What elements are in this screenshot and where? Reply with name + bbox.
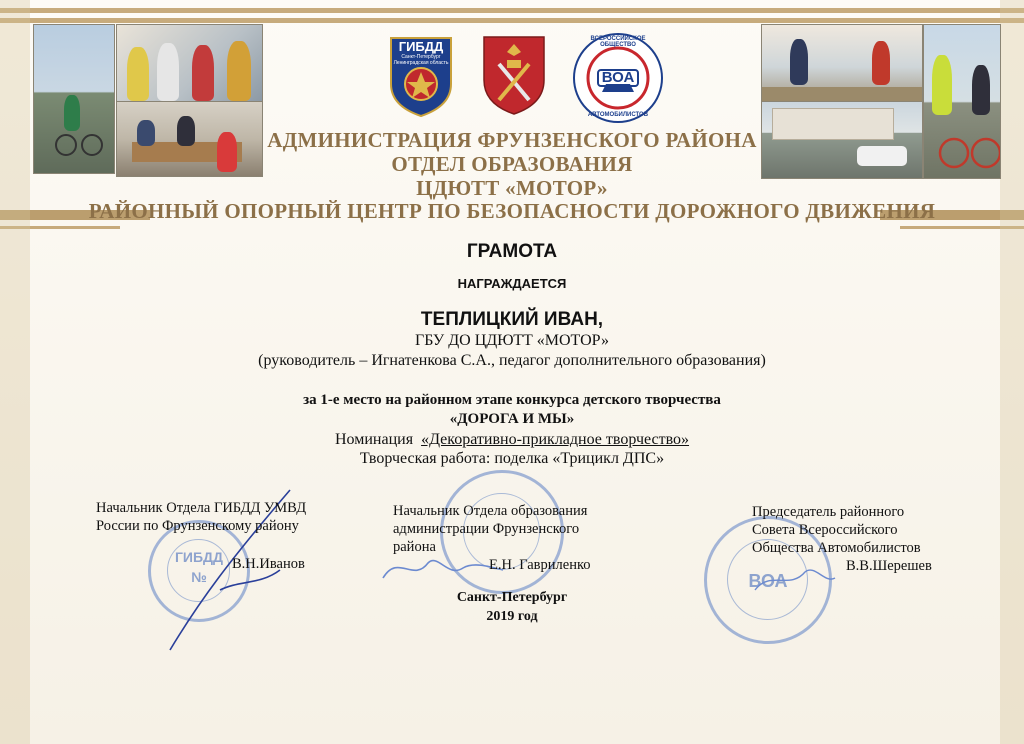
issue-year: 2019 год: [486, 609, 538, 624]
certificate-title: ГРАМОТА: [466, 241, 558, 262]
award-reason: за 1-е место на районном этапе конкурса детского творчества: [303, 392, 721, 408]
signature-block-right: [752, 503, 932, 575]
city-name: Санкт-Петербург: [456, 590, 568, 605]
signature-block-left: [96, 499, 306, 573]
gibdd-stamp-number: №: [191, 569, 207, 585]
header-line-2: ОТДЕЛ ОБРАЗОВАНИЯ: [391, 152, 633, 176]
sig-middle-line2: администрации Фрунзенского: [393, 521, 580, 537]
sig-left-name: В.Н.Иванов: [232, 556, 305, 572]
gibdd-sub1: Санкт-Петербург: [401, 54, 441, 60]
sig-left-line2: России по Фрунзенскому району: [96, 518, 299, 534]
nomination-prefix: Номинация: [334, 431, 414, 448]
photo-children-group: [116, 24, 263, 102]
voa-ring-top: ВСЕРОССИЙСКОЕ ОБЩЕСТВО: [590, 36, 646, 48]
voa-ring-bottom: АВТОМОБИЛИСТОВ: [587, 112, 649, 118]
sig-right-name: В.В.Шерешев: [846, 558, 932, 574]
header-line-4: РАЙОННЫЙ ОПОРНЫЙ ЦЕНТР ПО БЕЗОПАСНОСТИ ДОРОЖНОГО ДВИЖЕНИЯ: [88, 199, 936, 223]
signature-block-middle: [393, 502, 591, 574]
top-stripe-2: [0, 18, 1024, 23]
header-line-3: ЦДЮТТ «МОТОР»: [416, 176, 608, 200]
sig-middle-line3: района: [393, 539, 436, 555]
nomination-line: [0, 431, 1024, 449]
voa-emblem-icon: [572, 32, 664, 124]
voa-stamp-text: ВОА: [748, 571, 788, 591]
gibdd-title: ГИБДД: [398, 39, 444, 54]
header-line-1: АДМИНИСТРАЦИЯ ФРУНЗЕНСКОГО РАЙОНА: [267, 128, 757, 152]
awarded-label: НАГРАЖДАЕТСЯ: [457, 276, 567, 291]
voa-title: ВОА: [601, 69, 635, 86]
sig-middle-name: Е.Н. Гавриленко: [489, 557, 591, 573]
supervisor-line: (руководитель – Игнатенкова С.А., педагог дополнительного образования): [258, 352, 766, 369]
gibdd-sub2: Ленинградская область: [393, 60, 449, 66]
recipient-name: ТЕПЛИЦКИЙ ИВАН,: [420, 309, 604, 330]
sig-right-line1: Председатель районного: [752, 504, 905, 520]
city-crest-icon: [481, 34, 547, 116]
recipient-organization: ГБУ ДО ЦДЮТТ «МОТОР»: [415, 332, 609, 349]
sig-middle-line1: Начальник Отдела образования: [393, 503, 588, 519]
contest-name: «ДОРОГА И МЫ»: [449, 411, 575, 427]
photo-gym-traffic: [761, 24, 923, 102]
gibdd-shield-icon: [387, 34, 455, 118]
nomination-value: «Декоративно-прикладное творчество»: [421, 431, 690, 448]
gibdd-stamp-text: ГИБДД: [174, 549, 223, 565]
sig-left-line1: Начальник Отдела ГИБДД УМВД: [96, 500, 307, 516]
work-line: Творческая работа: поделка «Трицикл ДПС»: [359, 450, 665, 467]
sig-right-line3: Общества Автомобилистов: [752, 540, 921, 556]
sig-right-line2: Совета Всероссийского: [752, 522, 898, 538]
left-edge-bar: [0, 0, 30, 744]
top-stripe-1: [0, 8, 1024, 13]
right-edge-bar: [1000, 0, 1024, 744]
